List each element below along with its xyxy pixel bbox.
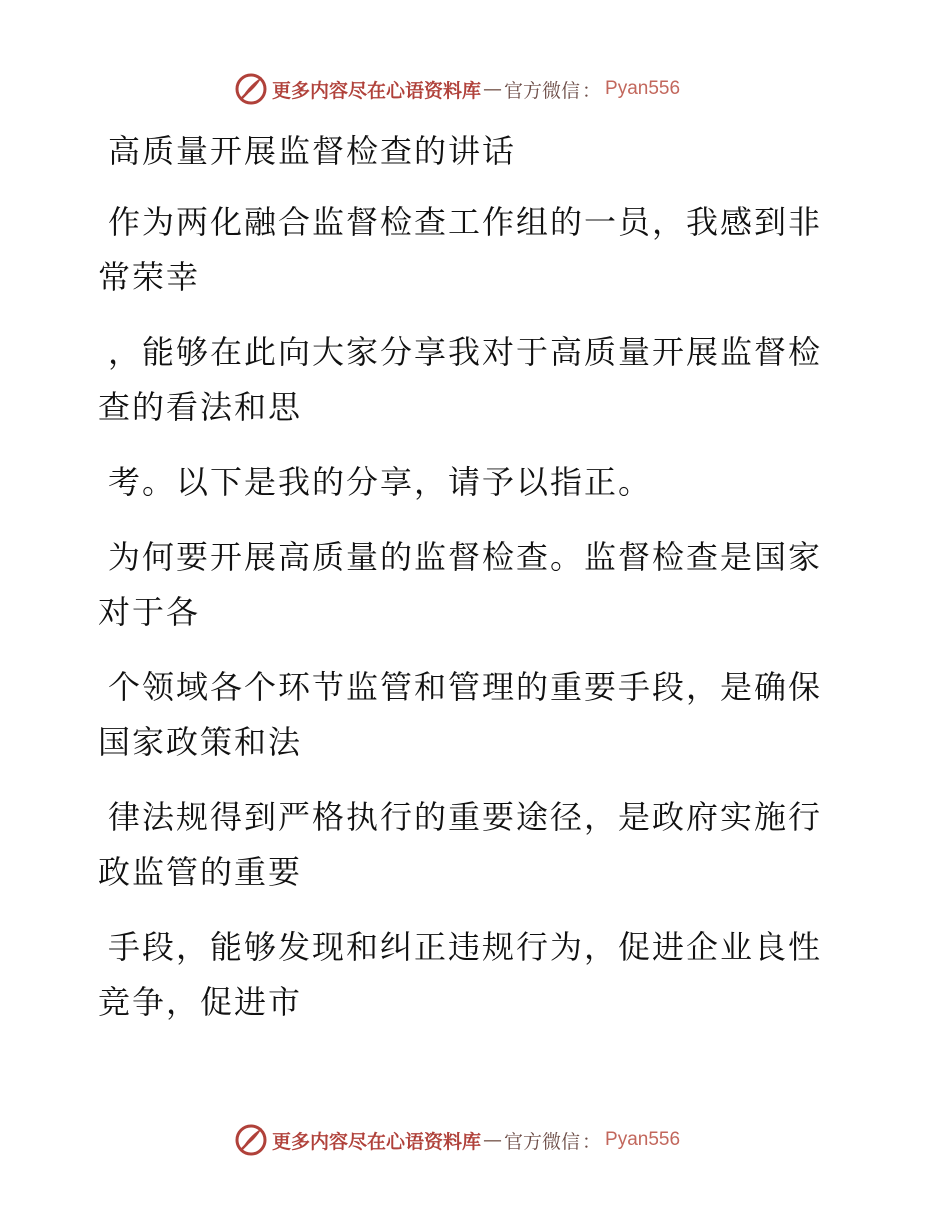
document-title: 高质量开展监督检查的讲话	[108, 132, 517, 170]
banner-slogan: 更多内容尽在心语资料库	[272, 1130, 482, 1153]
quill-logo-icon	[234, 1123, 268, 1157]
paragraph: 个领域各个环节监管和管理的重要手段，是确保国家政策和法	[98, 668, 823, 761]
header-banner	[234, 72, 680, 106]
banner-dash: —	[483, 78, 503, 100]
paragraph: ，能够在此向大家分享我对于高质量开展监督检查的看法和思	[98, 333, 823, 426]
banner-wechat-label: 官方微信	[504, 1130, 581, 1153]
paragraph: 考。以下是我的分享，请予以指正。	[108, 463, 653, 501]
footer-banner	[234, 1123, 680, 1157]
quill-logo-icon	[234, 72, 268, 106]
banner-account-id: Pyan556	[605, 78, 681, 99]
paragraph: 为何要开展高质量的监督检查。监督检查是国家对于各	[98, 538, 823, 631]
paragraph: 作为两化融合监督检查工作组的一员，我感到非常荣幸	[98, 203, 823, 296]
banner-dash: —	[483, 1129, 503, 1151]
banner-account-id: Pyan556	[605, 1129, 681, 1150]
banner-colon: ：	[582, 1130, 602, 1153]
banner-wechat-label: 官方微信	[504, 79, 581, 102]
banner-colon: ：	[582, 79, 602, 102]
banner-slogan: 更多内容尽在心语资料库	[272, 79, 482, 102]
paragraph: 律法规得到严格执行的重要途径，是政府实施行政监管的重要	[98, 798, 823, 891]
document-body	[98, 124, 826, 1050]
paragraph: 手段，能够发现和纠正违规行为，促进企业良性竞争，促进市	[98, 928, 823, 1021]
